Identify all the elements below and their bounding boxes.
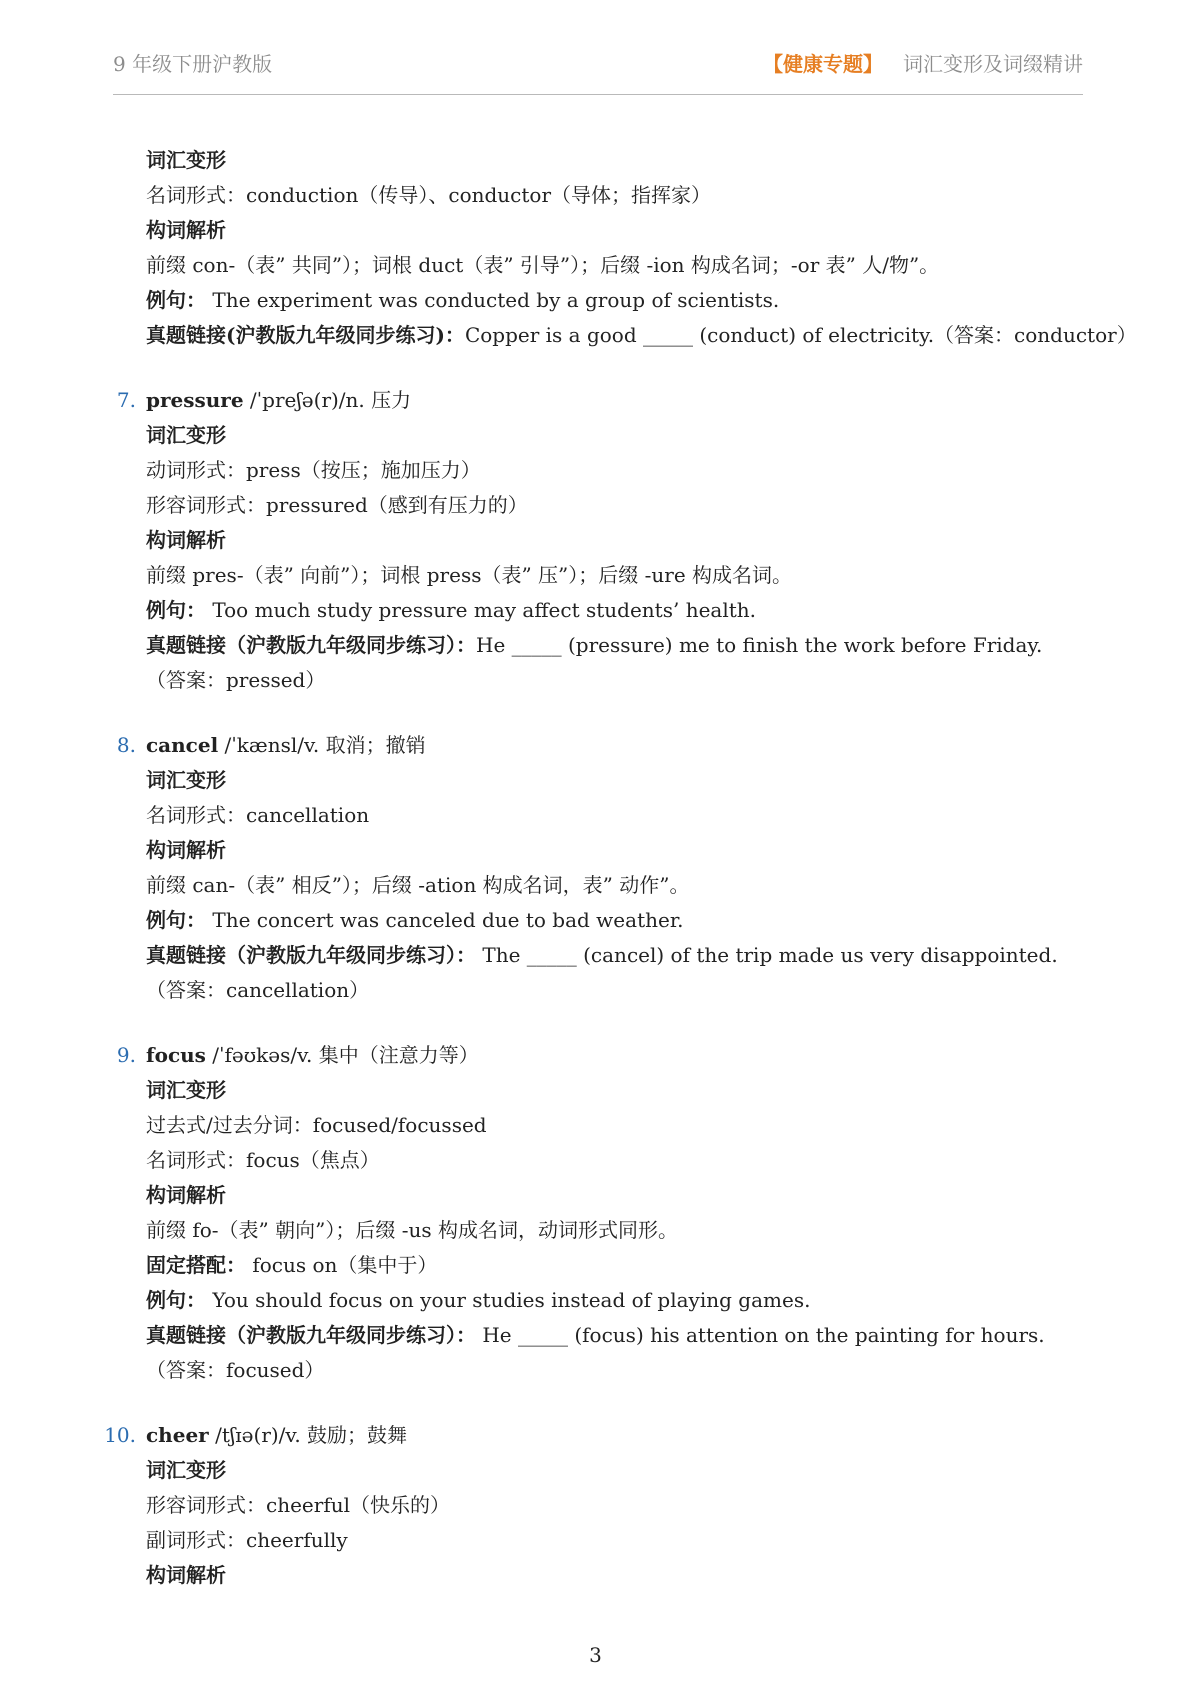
section-label: 词汇变形 [146,1458,226,1482]
section-label: 词汇变形 [146,148,226,172]
exercise-line [108,1318,1088,1388]
form-line: 过去式/过去分词：focused/focussed [146,1113,487,1137]
example-text: The concert was canceled due to bad weather. [206,908,684,932]
exercise-text: The _____ (cancel) of the trip made us very disappointed. （答案：cancellation） [146,943,1058,1002]
form-line: 名词形式：focus（焦点） [146,1148,380,1172]
exercise-line [108,318,1137,353]
example-line [108,593,1088,628]
example-line [108,903,1088,938]
page-number: 3 [589,1643,602,1667]
entry-definition: /ˈpreʃə(r)/n. 压力 [243,388,412,412]
exercise-line [108,938,1088,1008]
entry-word: pressure [146,388,244,412]
entry-head [104,1418,1088,1453]
page-content [104,143,1137,1593]
form-line: 动词形式：press（按压；施加压力） [146,458,481,482]
entry-cheer [104,1418,1088,1593]
collocation-text: focus on（集中于） [246,1253,438,1277]
example-line [108,283,1088,318]
entry-pressure [108,383,1088,698]
example-label: 例句： [146,1288,206,1312]
form-line: 形容词形式：cheerful（快乐的） [146,1493,450,1517]
section-label: 构词解析 [146,218,226,242]
entry-focus [108,1038,1088,1388]
entry-word: focus [146,1043,206,1067]
example-text: The experiment was conducted by a group of scientists. [206,288,780,312]
example-label: 例句： [146,908,206,932]
header-topic-tag: 【健康专题】 [763,52,883,76]
exercise-text: He _____ (pressure) me to finish the work before Friday. （答案：pressed） [146,633,1043,692]
header-right [763,48,1083,77]
collocation-line [108,1248,1088,1283]
exercise-label: 真题链接（沪教版九年级同步练习）： [146,1323,476,1347]
exercise-line [108,628,1088,698]
section-label: 构词解析 [146,1183,226,1207]
entry-number: 7. [116,388,136,412]
section-label: 词汇变形 [146,768,226,792]
example-label: 例句： [146,598,206,622]
entry-definition: /ˈkænsl/v. 取消；撤销 [218,733,426,757]
entry-definition: /tʃɪə(r)/v. 鼓励；鼓舞 [208,1423,408,1447]
section-label: 词汇变形 [146,423,226,447]
entry-cancel [108,728,1088,1008]
exercise-label: 真题链接（沪教版九年级同步练习）： [146,633,476,657]
section-label: 词汇变形 [146,1078,226,1102]
entry-number: 9. [116,1043,136,1067]
example-text: You should focus on your studies instead of playing games. [206,1288,811,1312]
example-label: 例句： [146,288,206,312]
example-line [108,1283,1088,1318]
analysis-line: 前缀 con-（表” 共同”）；词根 duct（表” 引导”）；后缀 -ion 构成名词；-or 表” 人/物”。 [146,253,940,277]
analysis-line: 前缀 pres-（表” 向前”）；词根 press（表” 压”）；后缀 -ure 构成名词。 [146,563,793,587]
analysis-line: 前缀 fo-（表” 朝向”）；后缀 -us 构成名词，动词形式同形。 [146,1218,678,1242]
exercise-label: 真题链接(沪教版九年级同步练习)： [146,323,465,347]
section-label: 构词解析 [146,1563,226,1587]
entry-head [108,383,1088,418]
form-line: 名词形式：cancellation [146,803,370,827]
entry-continued [108,143,1137,353]
example-text: Too much study pressure may affect students’ health. [206,598,757,622]
form-line: 名词形式：conduction（传导）、conductor（导体；指挥家） [146,183,712,207]
header-title: 词汇变形及词缀精讲 [903,52,1083,76]
form-line: 副词形式：cheerfully [146,1528,348,1552]
exercise-text: Copper is a good _____ (conduct) of electricity.（答案：conductor） [464,323,1137,347]
header-grade: 9 年级下册沪教版 [113,52,273,76]
exercise-label: 真题链接（沪教版九年级同步练习）： [146,943,476,967]
page-header [113,44,1083,95]
entry-definition: /ˈfəʊkəs/v. 集中（注意力等） [205,1043,479,1067]
entry-head [108,728,1088,763]
exercise-text: He _____ (focus) his attention on the painting for hours. （答案：focused） [146,1323,1045,1382]
section-label: 构词解析 [146,528,226,552]
section-label: 构词解析 [146,838,226,862]
analysis-line: 前缀 can-（表” 相反”）；后缀 -ation 构成名词，表” 动作”。 [146,873,690,897]
form-line: 形容词形式：pressured（感到有压力的） [146,493,528,517]
collocation-label: 固定搭配： [146,1253,246,1277]
entry-head [108,1038,1088,1073]
entry-word: cheer [146,1423,209,1447]
entry-number: 10. [104,1423,136,1447]
entry-number: 8. [116,733,136,757]
entry-word: cancel [146,733,219,757]
